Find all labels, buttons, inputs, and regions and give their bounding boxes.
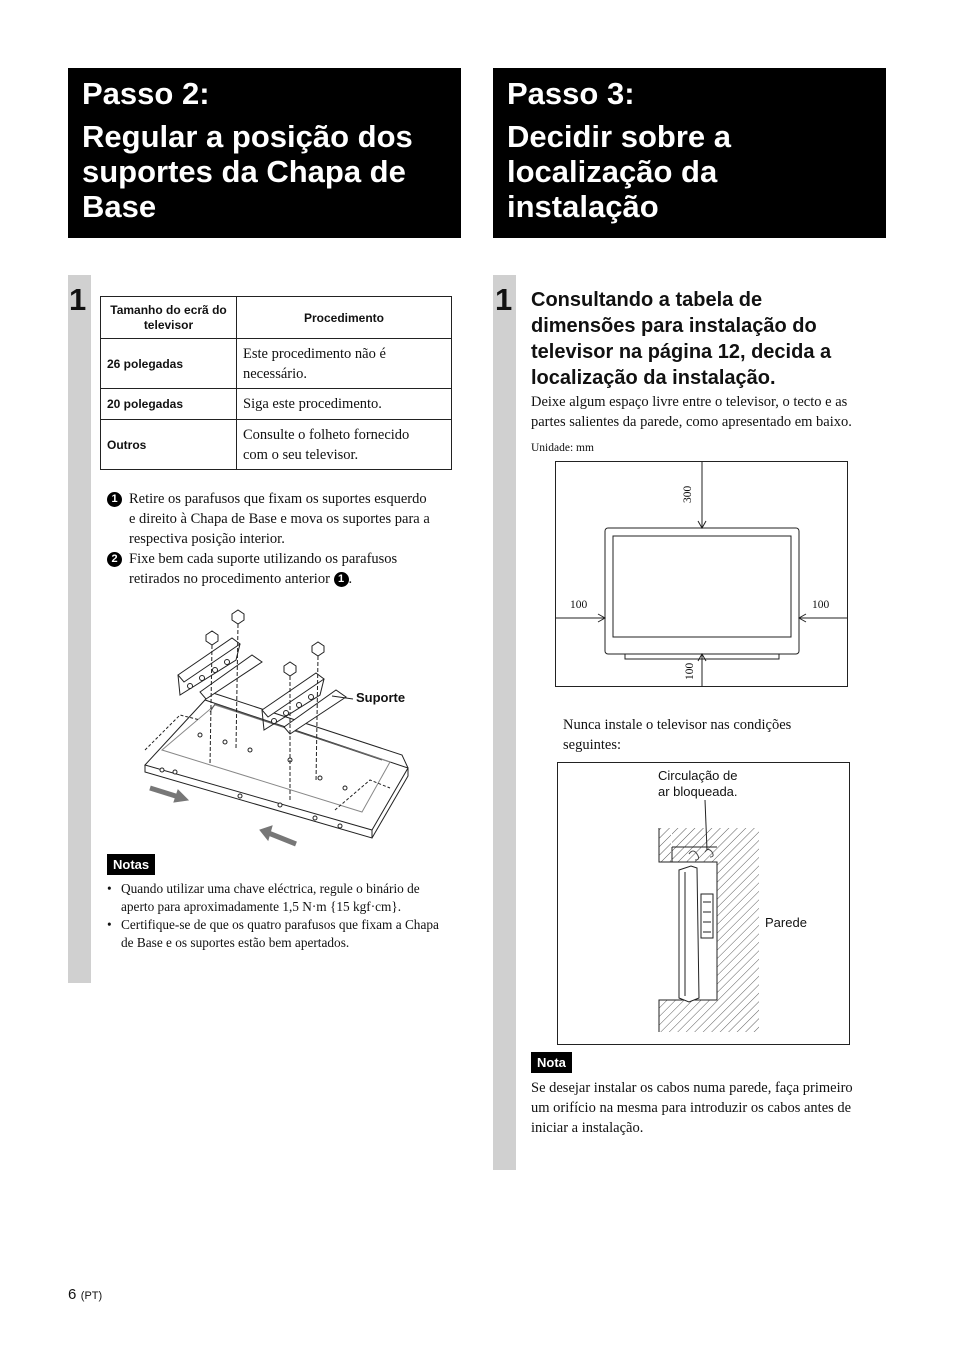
step3-body <box>531 392 891 432</box>
note-text: Certifique-se de que os quatro parafusos que fixam a Chapa <box>121 917 439 932</box>
table-row <box>101 339 452 389</box>
airflow-text: Circulação de <box>658 768 738 783</box>
step3-heading <box>531 287 891 391</box>
body-text: Deixe algum espaço livre entre o televisor, o tecto e as <box>531 394 848 410</box>
heading-line: televisor na página 12, decida a <box>531 341 832 363</box>
bullet-icon: • <box>107 917 112 932</box>
heading-line: dimensões para instalação do <box>531 315 817 337</box>
dim-right: 100 <box>812 599 830 611</box>
base-plate-diagram <box>140 600 420 850</box>
instruction-text <box>129 569 467 589</box>
step3-title-line: instalação <box>507 189 659 224</box>
table-row <box>101 420 452 470</box>
step3-title <box>507 119 731 224</box>
table-cell-size: 20 polegadas <box>101 389 237 420</box>
bracket-label: Suporte <box>356 690 406 705</box>
dim-top: 300 <box>682 485 694 503</box>
step2-title-line: Base <box>82 189 157 224</box>
step2-step-number: 1 <box>69 282 87 317</box>
dim-left: 100 <box>570 599 588 611</box>
notes-label: Notas <box>107 854 155 875</box>
never-install-text <box>563 715 863 755</box>
note-text: de Base e os suportes estão bem apertados. <box>121 935 350 950</box>
table-header-procedure: Procedimento <box>237 297 452 339</box>
table-header-text: televisor <box>143 317 194 332</box>
note-text: Quando utilizar uma chave eléctrica, regule o binário de <box>121 881 420 896</box>
note-text: iniciar a instalação. <box>531 1120 644 1136</box>
note-text: aperto para aproximadamente 1,5 N·m {15 kgf·cm}. <box>121 899 402 914</box>
step2-header <box>68 68 461 238</box>
step3-header <box>493 68 886 238</box>
instruction-text-part: retirados no procedimento anterior <box>129 571 330 587</box>
instruction-2 <box>107 549 467 589</box>
step2-title-line: Regular a posição dos <box>82 119 413 154</box>
airflow-text: ar bloqueada. <box>658 784 738 799</box>
note-item <box>107 916 465 952</box>
note-text: um orifício na mesma para introduzir os cabos antes de <box>531 1100 852 1116</box>
step2-title-line: suportes da Chapa de <box>82 154 406 189</box>
step3-side-bar <box>493 275 516 1170</box>
table-cell-procedure <box>237 420 452 470</box>
bullet-icon: • <box>107 881 112 896</box>
page-footer <box>68 1286 102 1304</box>
notes-list <box>107 880 465 952</box>
step2-title-label: Passo 2: <box>82 76 210 111</box>
instruction-1 <box>107 489 467 549</box>
body-text: Nunca instale o televisor nas condições <box>563 717 792 733</box>
table-row <box>101 389 452 420</box>
note-item <box>107 880 465 916</box>
instruction-text: Retire os parafusos que fixam os suportes esquerdo <box>129 491 427 507</box>
body-text: partes salientes da parede, como apresentado em baixo. <box>531 414 852 430</box>
step3-note <box>531 1078 891 1138</box>
note-label: Nota <box>531 1052 572 1073</box>
step3-title-line: localização da <box>507 154 718 189</box>
table-cell-text: com o seu televisor. <box>243 446 359 463</box>
step-circle-2-icon: 2 <box>107 552 122 567</box>
step2-title <box>82 119 413 224</box>
screen-size-table <box>100 296 452 470</box>
unit-label: Unidade: mm <box>531 442 594 454</box>
step3-title-label: Passo 3: <box>507 76 635 111</box>
page-number: 6 <box>68 1286 77 1303</box>
body-text: seguintes: <box>563 737 621 753</box>
table-cell-procedure <box>237 339 452 389</box>
instruction-text: e direito à Chapa de Base e mova os suportes para a <box>129 511 430 527</box>
step3-title-line: Decidir sobre a <box>507 119 731 154</box>
heading-line: Consultando a tabela de <box>531 289 763 311</box>
language-code: (PT) <box>80 1290 103 1302</box>
table-cell-size: Outros <box>101 420 237 470</box>
table-cell-text: Este procedimento não é <box>243 345 386 362</box>
table-cell-procedure: Siga este procedimento. <box>237 389 452 420</box>
table-cell-text: Consulte o folheto fornecido <box>243 426 410 443</box>
clearance-diagram <box>555 461 848 687</box>
step2-side-bar <box>68 275 91 983</box>
table-cell-size: 26 polegadas <box>101 339 237 389</box>
table-header-size <box>101 297 237 339</box>
note-text: Se desejar instalar os cabos numa parede, faça primeiro <box>531 1080 853 1096</box>
dim-bottom: 100 <box>684 662 696 680</box>
step-circle-1-icon: 1 <box>107 492 122 507</box>
heading-line: localização da instalação. <box>531 367 776 389</box>
table-cell-text: necessário. <box>243 365 308 382</box>
airflow-label <box>658 768 738 800</box>
step3-step-number: 1 <box>495 282 513 317</box>
wall-diagram <box>557 762 850 1045</box>
instruction-text: respectiva posição interior. <box>129 531 285 547</box>
step-circle-1-icon: 1 <box>334 572 349 587</box>
instruction-text: Fixe bem cada suporte utilizando os parafusos <box>129 551 398 567</box>
instruction-text-end: . <box>348 571 353 587</box>
table-header-text: Tamanho do ecrã do <box>110 302 227 317</box>
wall-label: Parede <box>765 915 807 930</box>
